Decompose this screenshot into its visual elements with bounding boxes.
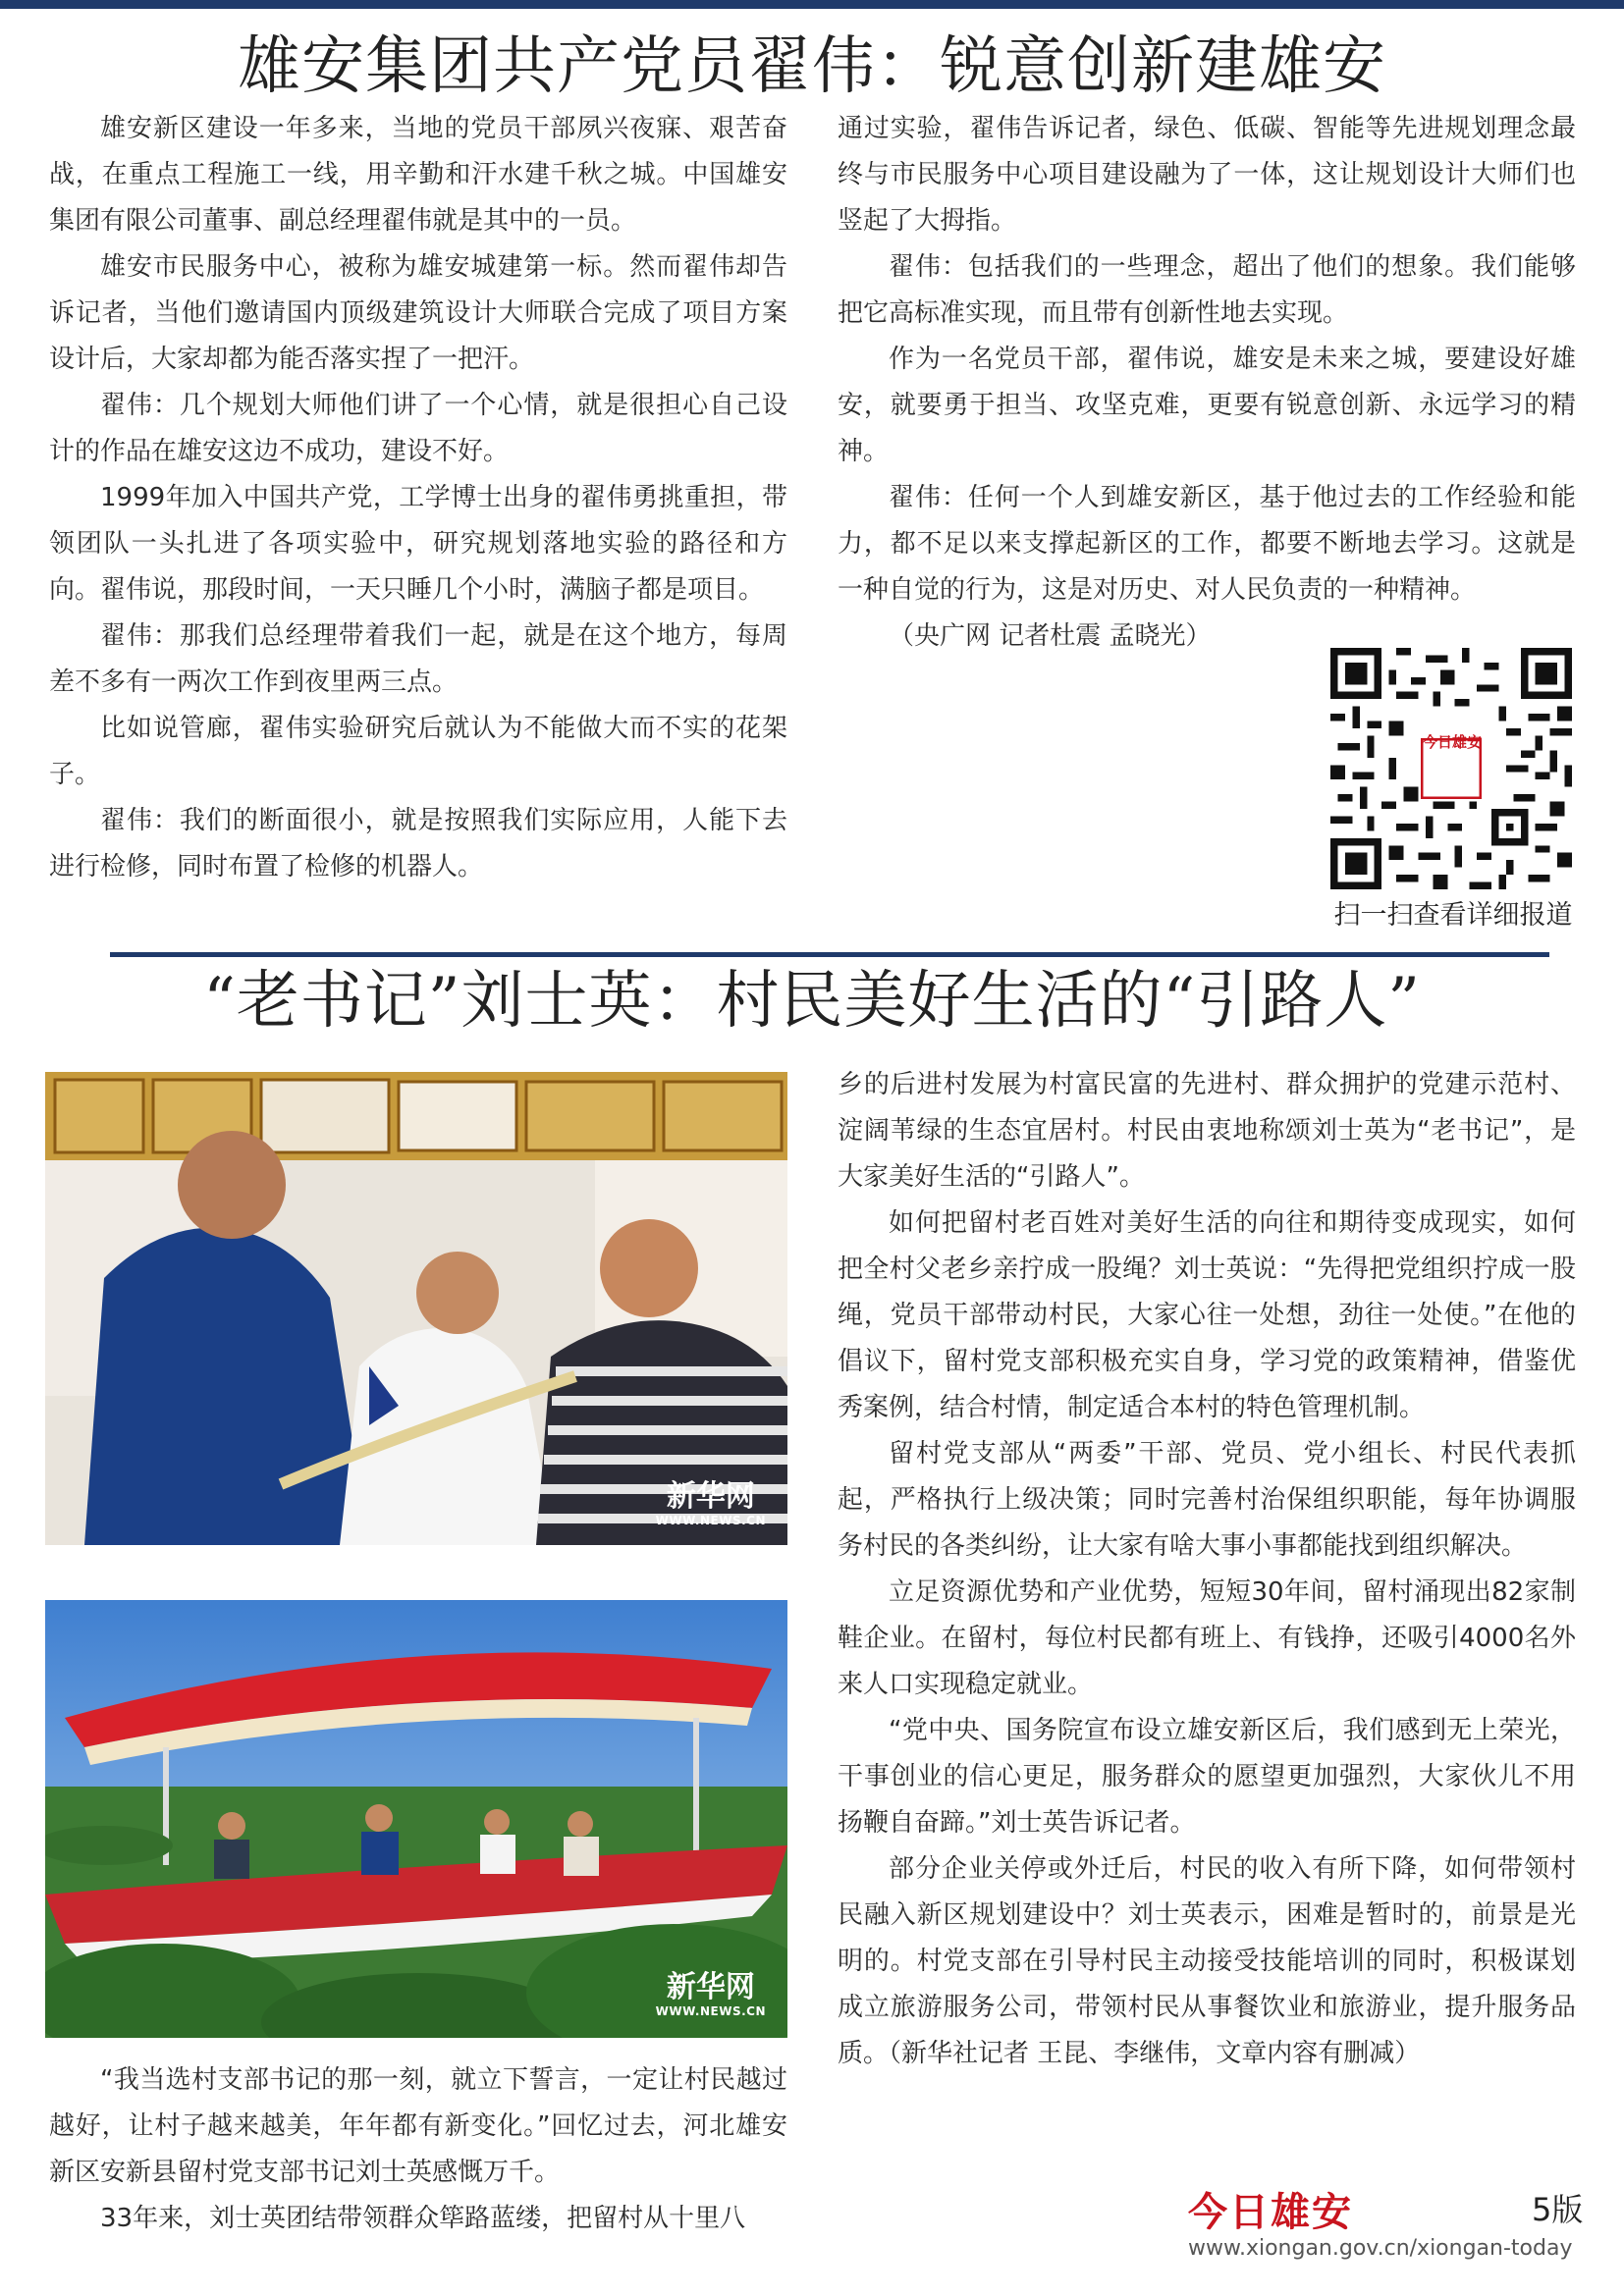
article1-paragraph: 翟伟：任何一个人到雄安新区，基于他过去的工作经验和能力，都不足以来支撑起新区的工作，都要不断地去学习。这就是一种自觉的行为，这是对历史、对人民负责的一种精神。: [838, 483, 1576, 605]
article1-paragraph: 1999年加入中国共产党，工学博士出身的翟伟勇挑重担，带领团队一头扎进了各项实验中，研究规划落地实验的路径和方向。翟伟说，那段时间，一天只睡几个小时，满脑子都是项目。: [49, 483, 787, 605]
article2-paragraph: 33年来，刘士英团结带领群众筚路蓝缕，把留村从十里八: [100, 2204, 746, 2233]
article2-paragraph: “我当选村支部书记的那一刻，就立下誓言，一定让村民越过越好，让村子越来越美，年年都有新变化。”回忆过去，河北雄安新区安新县留村党支部书记刘士英感慨万千。: [49, 2065, 787, 2187]
article1-paragraph: 翟伟：几个规划大师他们讲了一个心情，就是很担心自己设计的作品在雄安这边不成功，建设不好。: [49, 391, 787, 466]
article1-paragraph: 翟伟：包括我们的一些理念，超出了他们的想象。我们能够把它高标准实现，而且带有创新性地去实现。: [838, 252, 1576, 328]
photo-watermark: 新华网 WWW.NEWS.CN: [655, 1479, 766, 1527]
article1-paragraph: 翟伟：那我们总经理带着我们一起，就是在这个地方，每周差不多有一两次工作到夜里两三点。: [49, 621, 787, 697]
photo-watermark: 新华网 WWW.NEWS.CN: [655, 1970, 766, 2018]
article2-paragraph: 如何把留村老百姓对美好生活的向往和期待变成现实，如何把全村父老乡亲拧成一股绳？刘士英说：“先得把党组织拧成一股绳，党员干部带动村民，大家心往一处想，劲往一处使。”在他的倡议下，留村党支部积极充实自身，学习党的政策精神，借鉴优秀案例，结合村情，制定适合本村的特色管理机制。: [838, 1208, 1576, 1422]
qr-code-graphic: [1330, 648, 1572, 889]
footer-url-link[interactable]: www.xiongan.gov.cn/xiongan-today: [1188, 2236, 1573, 2261]
article1-paragraph: 比如说管廊，翟伟实验研究后就认为不能做大而不实的花架子。: [49, 714, 787, 789]
article2-paragraph: 留村党支部从“两委”干部、党员、党小组长、村民代表抓起，严格执行上级决策；同时完善村治保组织职能，每年协调服务村民的各类纠纷，让大家有啥大事小事都能找到组织解决。: [838, 1439, 1576, 1561]
footer-brand-logo: 今日雄安: [1188, 2189, 1353, 2235]
section-divider: [110, 952, 1549, 957]
article2-paragraph: “党中央、国务院宣布设立雄安新区后，我们感到无上荣光，干事创业的信心更足，服务群众的愿望更加强烈，大家伙儿不用扬鞭自奋蹄。”刘士英告诉记者。: [838, 1716, 1576, 1838]
top-accent-bar: [0, 0, 1624, 9]
qr-center-logo: 今日雄安: [1422, 733, 1482, 751]
news-photo-village-officials: [45, 1072, 787, 1545]
article2-title: “老书记”刘士英：村民美好生活的“引路人”: [203, 965, 1421, 1038]
article1-paragraph: 雄安新区建设一年多来，当地的党员干部夙兴夜寐、艰苦奋战，在重点工程施工一线，用辛勤和汗水建千秋之城。中国雄安集团有限公司董事、副总经理翟伟就是其中的一员。: [49, 114, 787, 236]
article2-left-column: [49, 2057, 787, 2242]
qr-caption: 扫一扫查看详细报道: [1333, 900, 1573, 931]
article2-right-column: [838, 1062, 1576, 2077]
article1-paragraph: 作为一名党员干部，翟伟说，雄安是未来之城，要建设好雄安，就要勇于担当、攻坚克难，更要有锐意创新、永远学习的精神。: [838, 345, 1576, 466]
news-photo-boat-on-lotus-lake: [45, 1600, 787, 2038]
article1-paragraph: 雄安市民服务中心，被称为雄安城建第一标。然而翟伟却告诉记者，当他们邀请国内顶级建筑设计大师联合完成了项目方案设计后，大家却都为能否落实捏了一把汗。: [49, 252, 787, 374]
qr-code[interactable]: [1330, 648, 1572, 889]
article1-paragraph-continued: 通过实验，翟伟告诉记者，绿色、低碳、智能等先进规划理念最终与市民服务中心项目建设融为了一体，这让规划设计大师们也竖起了大拇指。: [838, 114, 1576, 236]
article1-left-column: [49, 106, 787, 890]
article1-byline: （央广网 记者杜震 孟晓光）: [889, 621, 1212, 651]
article1-title: 雄安集团共产党员翟伟：锐意创新建雄安: [238, 30, 1386, 103]
article2-paragraph: 部分企业关停或外迁后，村民的收入有所下降，如何带领村民融入新区规划建设中？刘士英表示，困难是暂时的，前景是光明的。村党支部在引导村民主动接受技能培训的同时，积极谋划成立旅游服务公司，带领村民从事餐饮业和旅游业，提升服务品质。（新华社记者 王昆、李继伟，文章内容有删减）: [838, 1854, 1576, 2068]
article1-paragraph: 翟伟：我们的断面很小，就是按照我们实际应用，人能下去进行检修，同时布置了检修的机器人。: [49, 806, 787, 881]
article2-paragraph-continued: 乡的后进村发展为村富民富的先进村、群众拥护的党建示范村、淀阔苇绿的生态宜居村。村民由衷地称颂刘士英为“老书记”，是大家美好生活的“引路人”。: [838, 1070, 1576, 1192]
article1-right-column: [838, 106, 1576, 660]
page-number: 5版: [1532, 2191, 1584, 2228]
article2-paragraph: 立足资源优势和产业优势，短短30年间，留村涌现出82家制鞋企业。在留村，每位村民都有班上、有钱挣，还吸引4000名外来人口实现稳定就业。: [838, 1577, 1576, 1699]
